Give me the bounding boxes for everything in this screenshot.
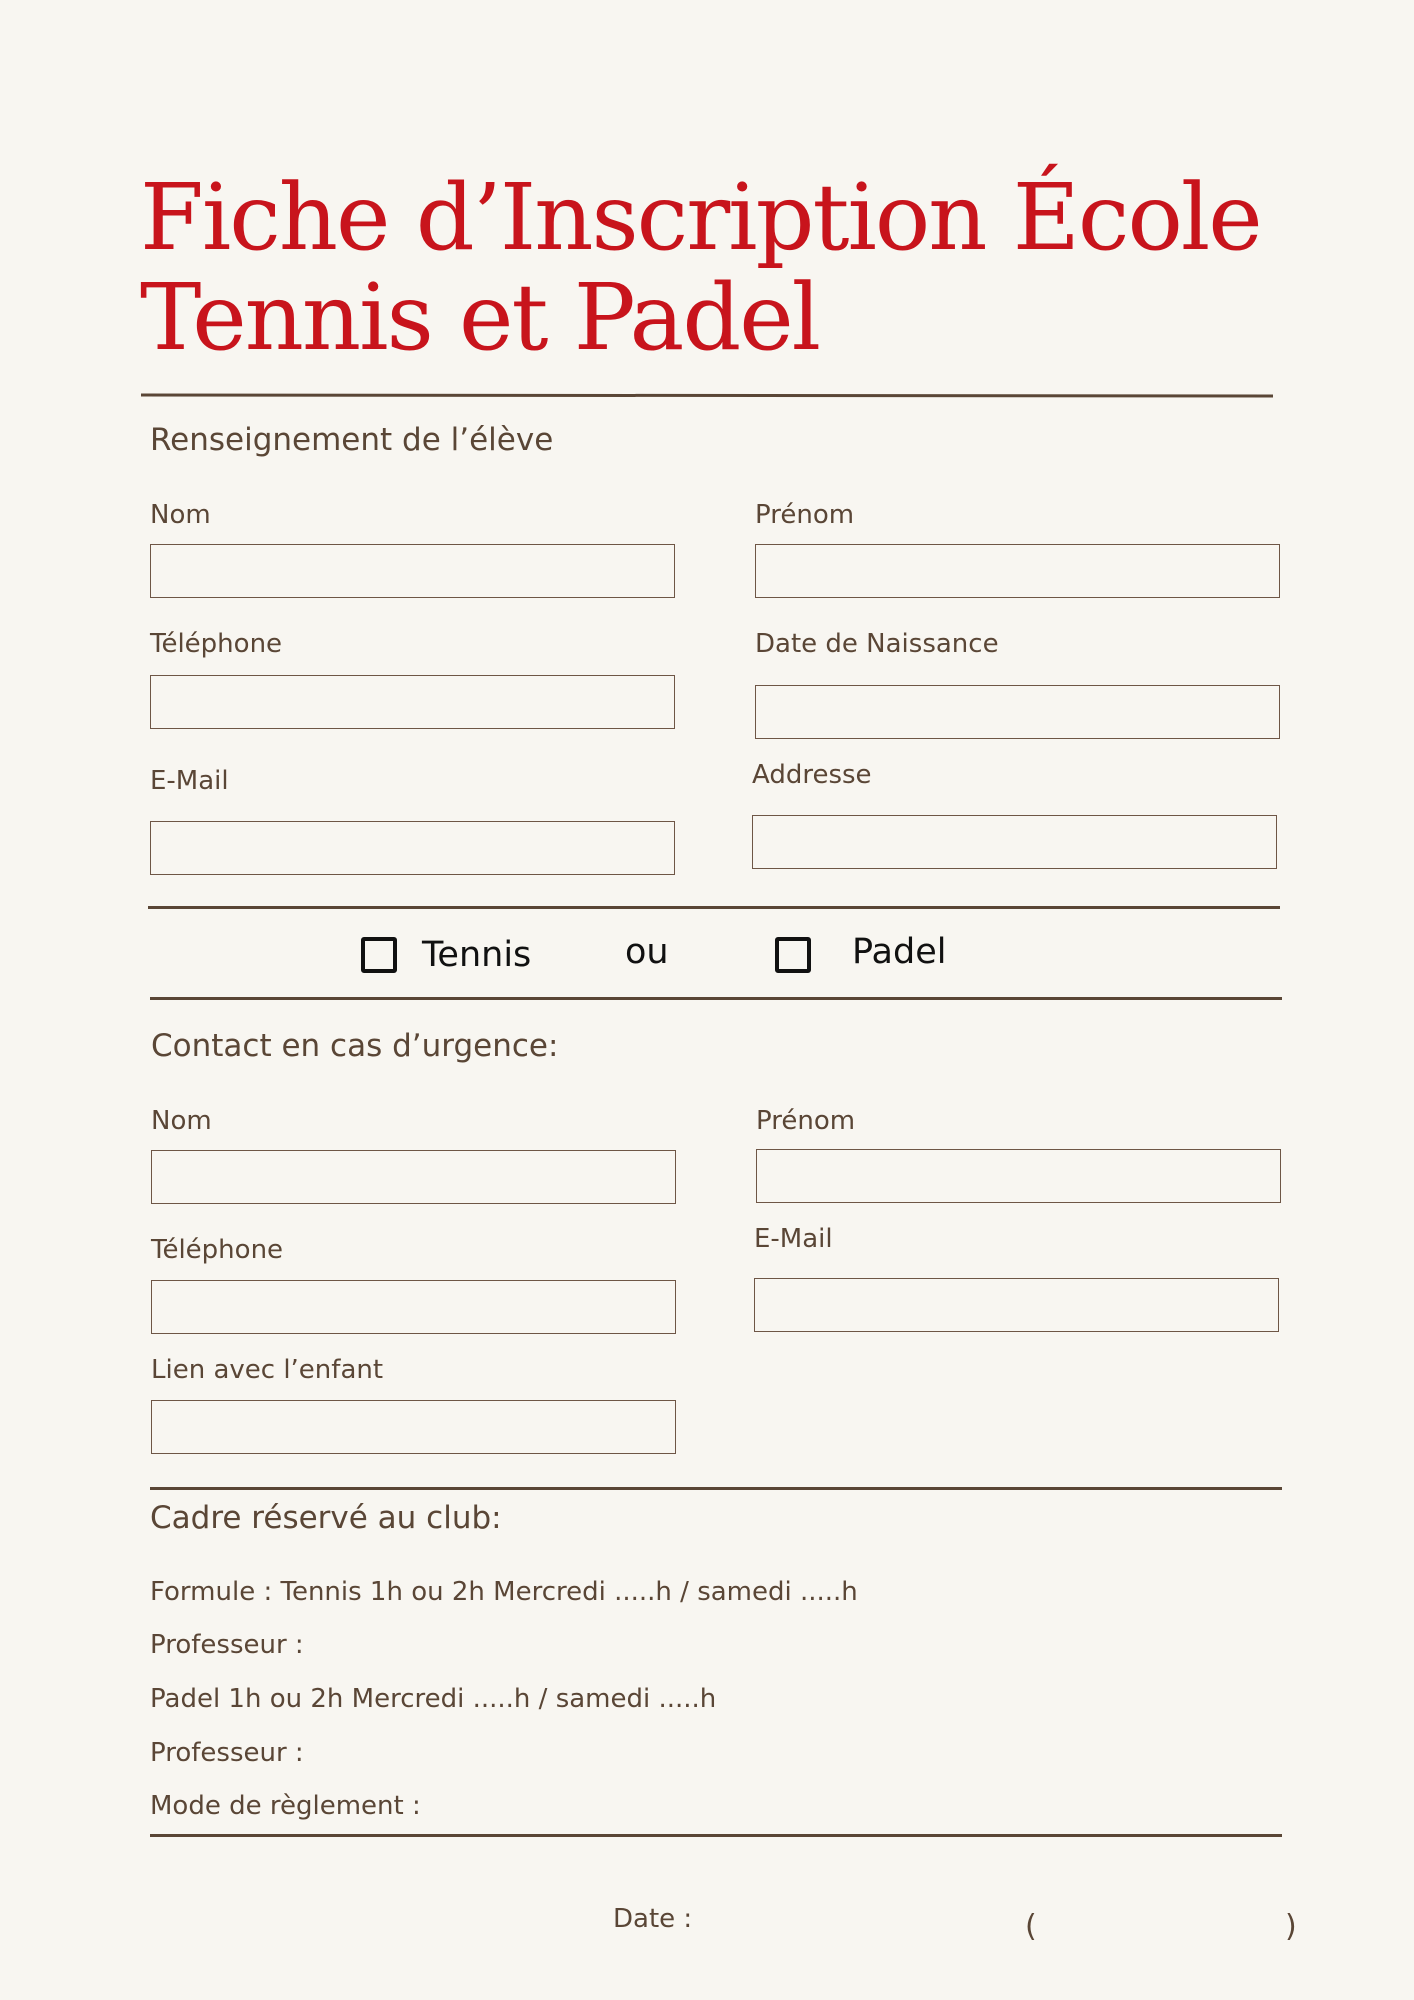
tennis-label: Tennis (422, 935, 532, 975)
title-divider (141, 394, 1273, 398)
student-email-label: E-Mail (150, 766, 229, 796)
emergency-lien-label: Lien avec l’enfant (151, 1355, 384, 1385)
emergency-email-field[interactable] (754, 1278, 1279, 1332)
date-label: Date : (613, 1904, 693, 1934)
student-email-field[interactable] (150, 821, 675, 875)
club-professeur-padel: Professeur : (150, 1738, 304, 1768)
choice-top-divider (148, 906, 1280, 909)
ou-label: ou (625, 932, 669, 972)
choice-bottom-divider (150, 997, 1282, 1000)
emergency-nom-field[interactable] (151, 1150, 676, 1204)
student-section-heading: Renseignement de l’élève (150, 422, 554, 458)
club-top-divider (150, 1487, 1282, 1490)
padel-checkbox[interactable] (775, 937, 811, 973)
emergency-lien-field[interactable] (151, 1400, 676, 1454)
student-adresse-label: Addresse (752, 760, 872, 790)
student-nom-field[interactable] (150, 544, 675, 598)
emergency-prenom-label: Prénom (756, 1106, 856, 1136)
padel-label: Padel (852, 932, 947, 972)
date-paren-close: ) (1285, 1909, 1297, 1944)
emergency-nom-label: Nom (151, 1106, 212, 1136)
page-title (140, 164, 1340, 371)
title-line-2: Tennis et Padel (140, 264, 820, 371)
club-padel: Padel 1h ou 2h Mercredi .....h / samedi .....h (150, 1684, 717, 1714)
student-prenom-field[interactable] (755, 544, 1280, 598)
emergency-email-label: E-Mail (754, 1224, 833, 1254)
student-nom-label: Nom (150, 500, 211, 530)
club-professeur-tennis: Professeur : (150, 1630, 304, 1660)
title-line-1: Fiche d’Inscription École (140, 164, 1261, 271)
tennis-checkbox[interactable] (361, 937, 397, 973)
date-paren-open: ( (1025, 1909, 1037, 1944)
emergency-telephone-field[interactable] (151, 1280, 676, 1334)
student-telephone-label: Téléphone (150, 629, 283, 659)
emergency-section-heading: Contact en cas d’urgence: (151, 1028, 559, 1064)
club-bottom-divider (150, 1834, 1282, 1837)
club-reglement: Mode de règlement : (150, 1791, 421, 1821)
emergency-telephone-label: Téléphone (151, 1235, 284, 1265)
club-section-heading: Cadre réservé au club: (150, 1500, 502, 1536)
student-prenom-label: Prénom (755, 500, 855, 530)
club-formule: Formule : Tennis 1h ou 2h Mercredi .....h / samedi .....h (150, 1577, 858, 1607)
emergency-prenom-field[interactable] (756, 1149, 1281, 1203)
student-naissance-field[interactable] (755, 685, 1280, 739)
student-naissance-label: Date de Naissance (755, 629, 999, 659)
student-adresse-field[interactable] (752, 815, 1277, 869)
student-telephone-field[interactable] (150, 675, 675, 729)
